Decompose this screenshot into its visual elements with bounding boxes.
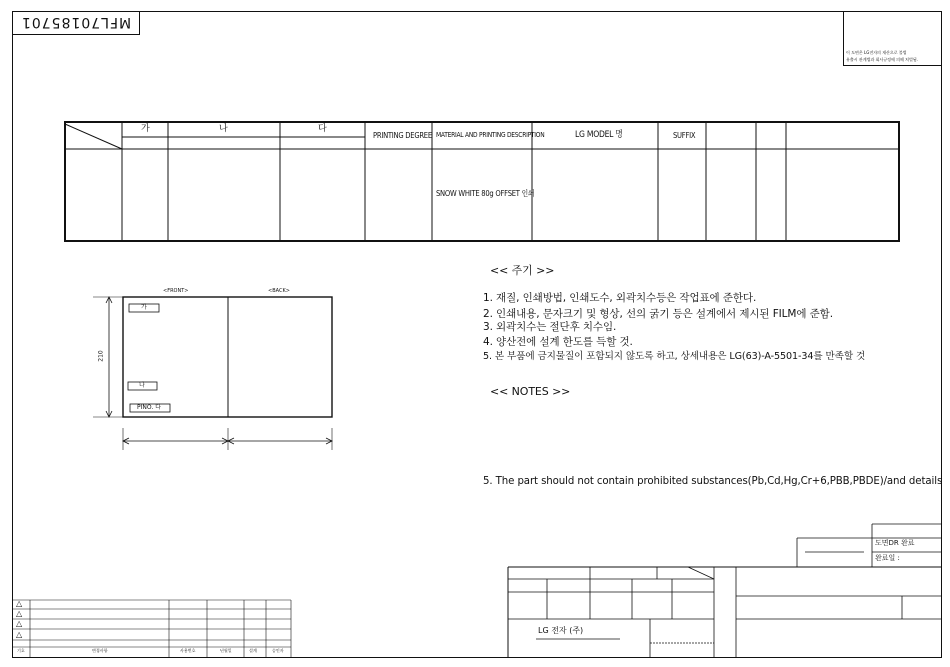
kr-note-2: 2. 인쇄내용, 문자크기 및 형상, 선의 굵기 등은 설계에서 제시된 FILM에 준함.	[483, 308, 833, 320]
box-pino-label: PINO. 다	[137, 404, 161, 411]
revision-footer-number: 사용번호	[180, 648, 196, 653]
copyright-line-2: 유출시 관계법과 회사규정에 의해 처벌됨.	[846, 57, 919, 62]
back-label: <BACK>	[268, 288, 290, 294]
box-na-label: 나	[139, 382, 145, 389]
revision-footer-symbol: 기호	[17, 648, 25, 653]
header-suffix: SUFFIX	[673, 131, 696, 140]
revision-footer-approver: 승인자	[272, 648, 284, 653]
en-note-5: 5. The part should not contain prohibited substances(Pb,Cd,Hg,Cr+6,PBB,PBDE)/and details	[483, 476, 943, 487]
height-dimension: 210	[97, 350, 105, 362]
header-material: MATERIAL AND PRINTING DESCRIPTION	[436, 131, 545, 139]
header-na: 나	[219, 124, 228, 134]
revision-symbol-3: △	[16, 619, 23, 628]
kr-note-5: 5. 본 부품에 금지물질이 포함되지 않도록 하고, 상세내용은 LG(63)-A-5501-34를 만족할 것	[483, 351, 866, 362]
completion-date-label: 완료일 :	[875, 554, 900, 562]
doc-code: MFL70185701	[20, 14, 132, 30]
dr-complete-label: 도면DR 완료	[875, 539, 915, 547]
revision-symbol-1: △	[16, 599, 23, 608]
revision-symbol-2: △	[16, 609, 23, 618]
header-da: 다	[318, 124, 327, 134]
kr-note-4: 4. 양산전에 설계 한도를 득할 것.	[483, 336, 633, 348]
header-printing-degree: PRINTING DEGREE	[373, 131, 432, 140]
company-name: LG 전자 (주)	[538, 626, 584, 635]
revision-footer-change: 변경사항	[92, 648, 108, 653]
front-label: <FRONT>	[163, 288, 189, 294]
kr-notes-title: << 주기 >>	[490, 264, 555, 277]
kr-note-3: 3. 외곽치수는 절단후 치수임.	[483, 321, 617, 333]
revision-footer-date: 년월일	[220, 648, 232, 653]
kr-note-1: 1. 재질, 인쇄방법, 인쇄도수, 외곽치수등은 작업표에 준한다.	[483, 292, 757, 304]
copyright-line-1: 이 도면은 LG전자의 재산으로 불법	[846, 50, 907, 55]
header-lg-model: LG MODEL 명	[575, 130, 623, 140]
revision-footer-design: 설계	[249, 648, 257, 653]
header-ga: 가	[141, 124, 150, 134]
revision-symbol-4: △	[16, 630, 23, 639]
en-notes-title: << NOTES >>	[490, 385, 571, 398]
material-description: SNOW WHITE 80g OFFSET 인쇄	[436, 189, 535, 198]
box-ga-label: 가	[141, 304, 147, 311]
